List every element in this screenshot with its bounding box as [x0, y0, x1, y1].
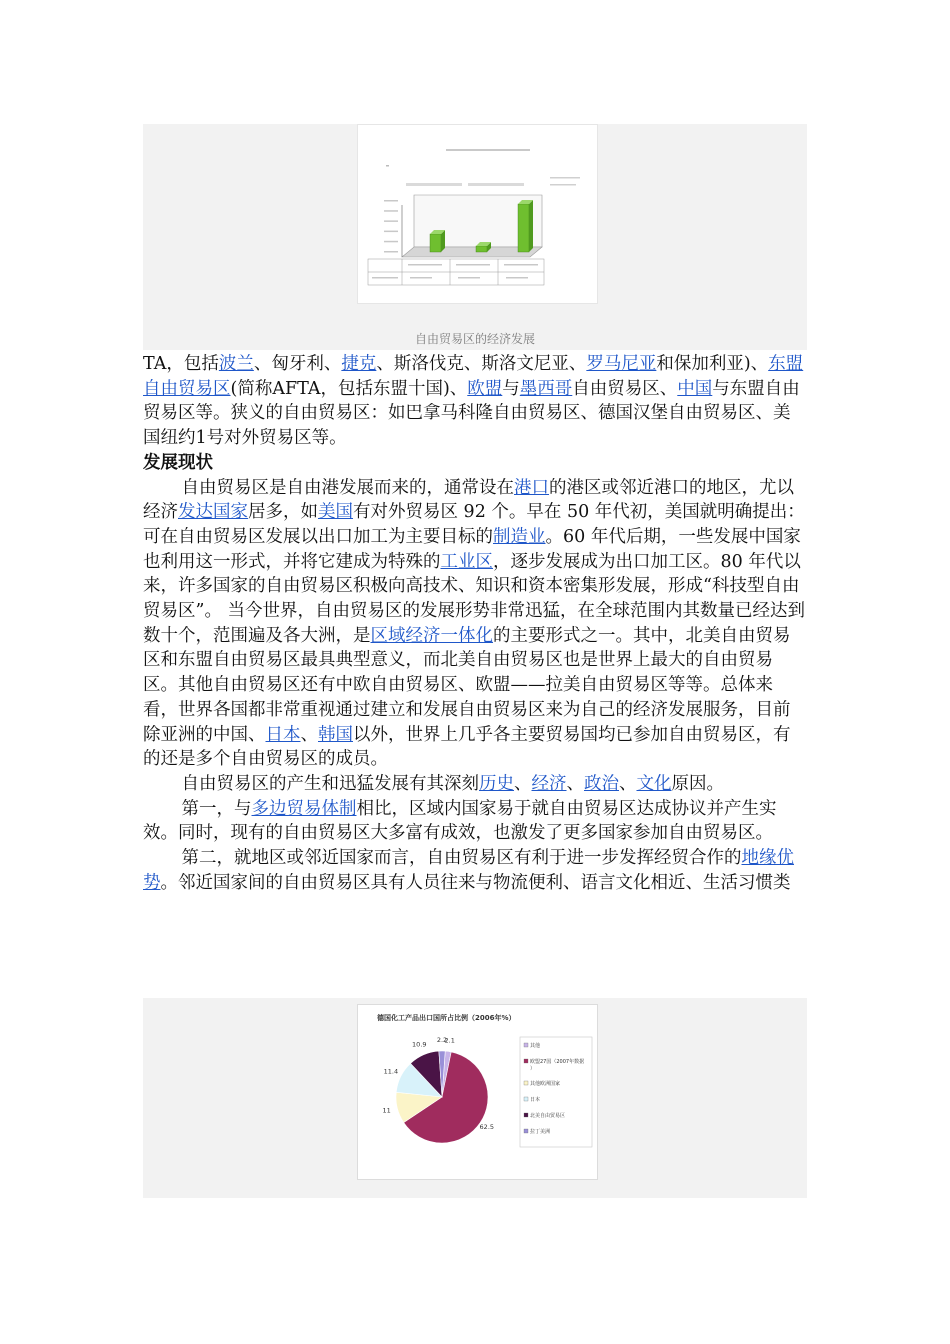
inline-link[interactable]: 墨西哥: [519, 378, 573, 399]
pie-data-label: 2.1: [444, 1036, 455, 1045]
text-run: 的主要形式之一。其中，北美自由贸易区和东盟自由贸易区最具典型意义，而北美自由贸易区也是世界上最大的自由贸易区。其他自由贸易区还有中欧自由贸易区、欧盟——拉美自由贸易区等等。总体来看，世界各国都非常重视通过建立和发展自由贸易区来为自己的经济发展服务，目前除亚洲的中国、: [143, 625, 791, 745]
section-heading: 发展现状: [143, 452, 213, 473]
pie-chart-figure: [357, 1004, 598, 1180]
inline-link[interactable]: 发达国家: [178, 502, 248, 523]
text-run: 与东盟自由贸易区等。狭义的自由贸易区：如巴拿马科隆自由贸易区、德国汉堡自由贸易区、美国纽约1号对外贸易区等。: [143, 378, 800, 449]
text-run: 。邻近国家间的自由贸易区具有人员往来与物流便利、语言文化相近、生活习惯类: [160, 872, 791, 893]
text-run: 、匈牙利、: [253, 354, 342, 374]
text-run: 相比，区域内国家易于就自由贸易区达成协议并产生实效。同时，现有的自由贸易区大多富有成效，也激发了更多国家参加自由贸易区。: [143, 798, 777, 844]
text-run: 第二，就地区或邻近国家而言，自由贸易区有利于进一步发挥经贸合作的: [181, 848, 742, 869]
inline-link[interactable]: 港口: [514, 477, 549, 498]
inline-link[interactable]: 文化: [636, 773, 672, 794]
text-run: 、: [514, 773, 532, 794]
text-run: (简称AFTA，包括东盟十国)、: [230, 378, 468, 399]
inline-link[interactable]: 美国: [318, 502, 353, 523]
pie-data-label: 11.4: [383, 1067, 399, 1076]
paragraph-first-reason: [143, 797, 807, 846]
pie-data-label: 62.5: [479, 1123, 495, 1132]
article-body: [143, 352, 807, 895]
legend-item: [524, 1112, 565, 1119]
inline-link[interactable]: 日本: [265, 724, 301, 745]
text-run: 与: [502, 378, 520, 399]
legend-label: ）: [530, 1066, 536, 1072]
text-run: 、斯洛伐克、斯洛文尼亚、: [376, 354, 587, 374]
inline-link[interactable]: 中国: [677, 378, 713, 399]
text-run: TA，包括: [143, 354, 219, 374]
legend-label: 拉丁美洲: [530, 1129, 551, 1135]
chart-illegible-text: [386, 149, 580, 186]
text-run: 居多，如: [248, 502, 318, 523]
y-tick-label: [384, 231, 398, 233]
text-run: 第一，与: [181, 798, 252, 819]
bar: [518, 200, 533, 252]
paragraph-second-reason: [143, 846, 807, 895]
text-run: 、: [300, 724, 318, 745]
text-run: 自由贸易区是自由港发展而来的，通常设在: [181, 477, 514, 498]
figure1-caption: 自由贸易区的经济发展: [414, 332, 535, 346]
y-tick-label: [384, 200, 398, 202]
inline-link[interactable]: 捷克: [341, 354, 377, 374]
inline-link[interactable]: 罗马尼亚: [586, 354, 657, 374]
inline-link[interactable]: 工业区: [440, 551, 493, 572]
inline-link[interactable]: 东盟自由贸易区: [143, 354, 804, 399]
pie-data-label: 2.2: [436, 1036, 448, 1044]
paragraph-definition: [143, 352, 807, 451]
y-tick-label: [384, 210, 398, 212]
y-tick-labels: [384, 200, 398, 253]
paragraph-current-status: [143, 476, 807, 772]
text-run: 原因。: [671, 773, 724, 794]
text-run: 的港区或邻近港口的地区，尤以经济: [143, 477, 794, 523]
y-tick-label: [384, 220, 398, 222]
text-run: 有对外贸易区 92 个。早在 50 年代初，美国就明确提出：可在自由贸易区发展以出口加工为主要目标的: [143, 502, 805, 547]
inline-link[interactable]: 经济: [531, 773, 567, 794]
inline-link[interactable]: 多边贸易体制: [251, 798, 357, 819]
text-run: 。60 年代后期，一些发展中国家也利用这一形式，并将它建成为特殊的: [143, 526, 801, 572]
pie-title: 德国化工产品出口国所占比例（2006年%）: [377, 1014, 516, 1022]
pie-data-label: 10.9: [412, 1040, 427, 1049]
text-run: 、: [566, 773, 584, 794]
paragraph-reasons: [143, 772, 807, 797]
text-run: 以外，世界上几乎各主要贸易国均已参加自由贸易区，有的还是多个自由贸易区的成员。: [143, 724, 791, 770]
bar-chart-figure: [357, 124, 598, 304]
inline-link[interactable]: 地缘优势: [143, 848, 794, 893]
legend-label: 欧盟27国（2007年数据: [530, 1059, 585, 1065]
text-run: 和保加利亚)、: [656, 354, 769, 374]
legend-item: [524, 1080, 560, 1087]
inline-link[interactable]: 制造业: [493, 526, 546, 547]
legend-label: 北美自由贸易区: [530, 1113, 566, 1119]
text-run: 自由贸易区、: [572, 378, 678, 399]
y-tick-label: [384, 251, 398, 253]
text-run: 自由贸易区的产生和迅猛发展有其深刻: [181, 773, 479, 794]
legend-label: 日本: [530, 1097, 541, 1103]
legend-label: 其他欧洲国家: [530, 1081, 561, 1087]
inline-link[interactable]: 欧盟: [467, 378, 503, 399]
inline-link[interactable]: 波兰: [218, 354, 254, 374]
inline-link[interactable]: 历史: [479, 773, 514, 794]
pie-data-label: 11: [382, 1106, 391, 1115]
inline-link[interactable]: 区域经济一体化: [370, 625, 493, 646]
pie-chart: [358, 1005, 597, 1179]
text-run: ，逐步发展成为出口加工区。80 年代以来，许多国家的自由贸易区积极向高技术、知识和资本密集形发展，形成“科技型自由贸易区”。 当今世界，自由贸易区的发展形势非常迅猛，在全球范围内其数量已经达到数十个，范围遍及各大洲，是: [143, 551, 806, 646]
bar: [430, 230, 445, 252]
legend-label: 其他: [530, 1043, 541, 1049]
pie-slices: [396, 1051, 488, 1143]
bar-chart: [358, 125, 597, 303]
inline-link[interactable]: 政治: [584, 773, 619, 794]
text-run: 、: [619, 773, 637, 794]
inline-link[interactable]: 韩国: [318, 724, 353, 745]
chart-data-table: [368, 259, 544, 285]
y-tick-label: [384, 241, 398, 243]
